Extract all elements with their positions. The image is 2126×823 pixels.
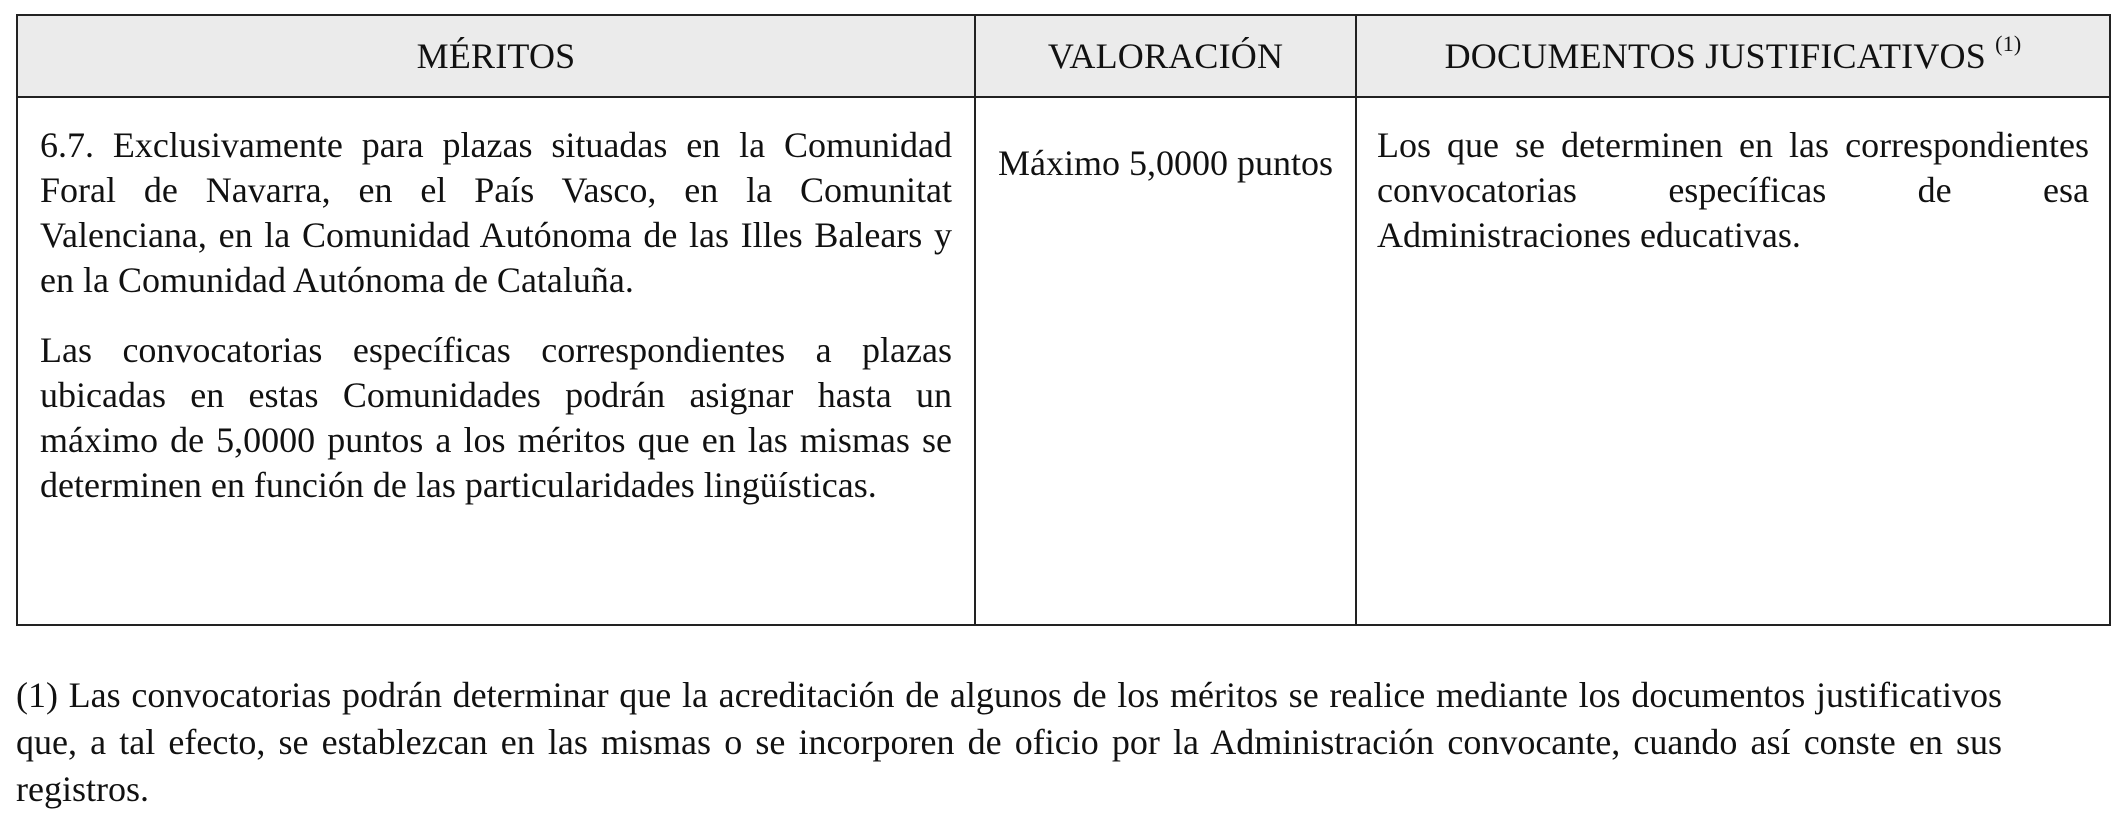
footnote-reference: (1)	[1995, 31, 2022, 56]
header-valoracion-label: VALORACIÓN	[1047, 36, 1284, 76]
header-meritos	[17, 15, 975, 97]
header-valoracion	[975, 15, 1356, 97]
cell-documentos: Los que se determinen en las correspondientes convocatorias específicas de esa Administraciones educativas.	[1356, 97, 2110, 625]
header-meritos-label: MÉRITOS	[416, 36, 576, 76]
merito-paragraph-2: Las convocatorias específicas correspondientes a plazas ubicadas en estas Comunidades podrán asignar hasta un máximo de 5,0000 puntos a los méritos que en las mismas se determinen en función de las particularidades lingüísticas.	[40, 330, 952, 505]
footnote: (1) Las convocatorias podrán determinar que la acreditación de algunos de los méritos se realice mediante los documentos justificativos que, a tal efecto, se establezcan en las mismas o se incorporen de oficio por la Administración convocante, cuando así conste en sus registros.	[16, 675, 2002, 809]
table-row	[17, 97, 2110, 625]
header-documentos-label: DOCUMENTOS JUSTIFICATIVOS	[1444, 36, 1986, 76]
header-documentos	[1356, 15, 2110, 97]
meritos-table	[16, 14, 2111, 626]
table-header-row	[17, 15, 2110, 97]
cell-valoracion: Máximo 5,0000 puntos	[975, 97, 1356, 625]
cell-merito	[17, 97, 975, 625]
merito-paragraph-1: 6.7. Exclusivamente para plazas situadas en la Comunidad Foral de Navarra, en el País Vasco, en la Comunitat Valenciana, en la Comunidad Autónoma de las Illes Balears y en la Comunidad Autónoma de Cataluña.	[40, 125, 952, 300]
